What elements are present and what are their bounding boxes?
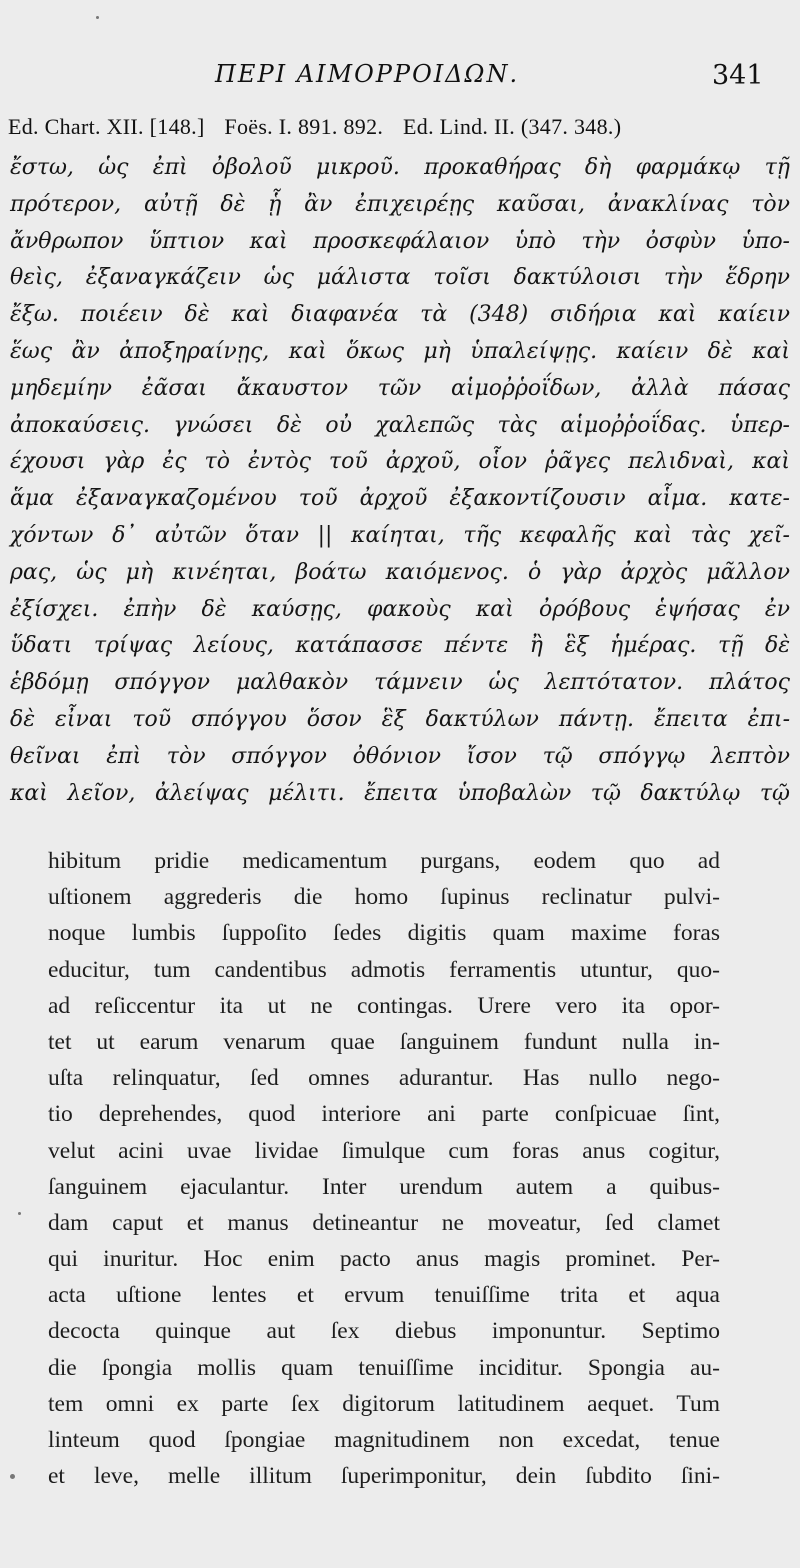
- paper-speck: [96, 16, 99, 19]
- greek-line: ἅμα ἐξαναγκαζομένου τοῦ ἀρχοῦ ἐξακοντίζουσιν αἷμα. κατε-: [10, 486, 790, 512]
- greek-line: ρας, ὡς μὴ κινέηται, βοάτω καιόμενος. ὁ γὰρ ἀρχὸς μᾶλλον: [10, 559, 790, 585]
- latin-line: ad reſiccentur ita ut ne contingas. Urere vero ita opor-: [48, 992, 720, 1019]
- latin-line: tem omni ex parte ſex digitorum latitudinem aequet. Tum: [48, 1390, 720, 1417]
- greek-line: θεῖναι ἐπὶ τὸν σπόγγον ὀθόνιον ἴσον τῷ σπόγγῳ λεπτὸν: [10, 743, 790, 769]
- running-title: ΠΕΡΙ ΑΙΜΟΡΡΟΙΔΩΝ.: [215, 60, 520, 88]
- latin-line: uſtionem aggrederis die homo ſupinus reclinatur pulvi-: [48, 884, 720, 911]
- latin-line: die ſpongia mollis quam tenuiſſime inciditur. Spongia au-: [48, 1354, 720, 1381]
- greek-line: έχουσι γὰρ ἐς τὸ ἐντὸς τοῦ ἀρχοῦ, οἷον ῥᾶγες πελιδναὶ, καὶ: [10, 449, 790, 475]
- greek-line: ἔστω, ὡς ἐπὶ ὀβολοῦ μικροῦ. προκαθήρας δὴ φαρμάκῳ τῇ: [10, 155, 790, 180]
- greek-line: ἕως ἂν ἀποξηραίνῃς, καὶ ὅκως μὴ ὑπαλείψῃς. καίειν δὲ καὶ: [10, 338, 790, 364]
- latin-text-block: [48, 843, 720, 1494]
- page-number: 341: [712, 60, 764, 91]
- greek-line: δὲ εἶναι τοῦ σπόγγου ὅσον ἓξ δακτύλων πάντῃ. ἔπειτα ἐπι-: [10, 706, 790, 732]
- latin-line: qui inuritur. Hoc enim pacto anus magis prominet. Per-: [48, 1246, 720, 1273]
- latin-line: tio deprehendes, quod interiore ani parte conſpicuae ſint,: [48, 1101, 720, 1128]
- greek-line: καὶ λεῖον, ἀλείψας μέλιτι. ἔπειτα ὑποβαλὼν τῷ δακτύλῳ τῷ: [10, 780, 790, 806]
- greek-text-block: [10, 150, 790, 812]
- latin-line: decocta quinque aut ſex diebus imponuntur. Septimo: [48, 1318, 720, 1345]
- greek-line: ὕδατι τρίψας λείους, κατάπασσε πέντε ἢ ἓξ ἡμέρας. τῇ δὲ: [10, 633, 790, 659]
- greek-line: ἀποκαύσεις. γνώσει δὲ οὐ χαλεπῶς τὰς αἱμοῤῥοΐδας. ὑπερ-: [10, 412, 790, 438]
- latin-line: hibitum pridie medicamentum purgans, eodem quo ad: [48, 848, 720, 874]
- latin-line: linteum quod ſpongiae magnitudinem non excedat, tenue: [48, 1427, 720, 1453]
- greek-line: χόντων δ᾽ αὐτῶν ὅταν || καίηται, τῆς κεφαλῆς καὶ τὰς χεῖ-: [10, 522, 790, 548]
- edition-foes-reference: Foës. I. 891. 892.: [224, 114, 384, 139]
- paper-speck: [10, 1474, 15, 1479]
- latin-line: educitur, tum candentibus admotis ferramentis utuntur, quo-: [48, 956, 720, 983]
- page-header: [0, 60, 800, 100]
- greek-line: ἔξω. ποιέειν δὲ καὶ διαφανέα τὰ (348) σιδήρια καὶ καίειν: [10, 302, 790, 328]
- greek-line: πρότερον, αὐτῇ δὲ ᾗ ἂν ἐπιχειρέῃς καῦσαι, ἀνακλίνας τὸν: [10, 191, 790, 217]
- greek-line: μηδεμίην ἐᾶσαι ἄκαυστον τῶν αἱμοῤῥοΐδων, ἀλλὰ πάσας: [10, 375, 790, 401]
- latin-line: et leve, melle illitum ſuperimponitur, dein ſubdito ſini-: [48, 1463, 720, 1490]
- greek-line: ἄνθρωπον ὕπτιον καὶ προσκεφάλαιον ὑπὸ τὴν ὀσφὺν ὑπο-: [10, 228, 790, 254]
- edition-chart-reference: Ed. Chart. XII. [148.]: [8, 114, 205, 139]
- latin-line: dam caput et manus detineantur ne moveatur, ſed clamet: [48, 1209, 720, 1236]
- edition-lind-reference: Ed. Lind. II. (347. 348.): [403, 114, 622, 139]
- paper-speck: [18, 1212, 21, 1215]
- edition-reference-line: [8, 114, 800, 140]
- greek-line: θεὶς, ἐξαναγκάζειν ὡς μάλιστα τοῖσι δακτύλοισι τὴν ἕδρην: [10, 265, 790, 291]
- latin-line: velut acini uvae lividae ſimulque cum foras anus cogitur,: [48, 1137, 720, 1164]
- latin-line: tet ut earum venarum quae ſanguinem fundunt nulla in-: [48, 1028, 720, 1055]
- greek-line: ἑβδόμῃ σπόγγον μαλθακὸν τάμνειν ὡς λεπτότατον. πλάτος: [10, 670, 790, 696]
- latin-line: ſanguinem ejaculantur. Inter urendum autem a quibus-: [48, 1173, 720, 1200]
- latin-line: acta uſtione lentes et ervum tenuiſſime trita et aqua: [48, 1282, 720, 1309]
- latin-line: uſta relinquatur, ſed omnes adurantur. Has nullo nego-: [48, 1065, 720, 1092]
- latin-line: noque lumbis ſuppoſito ſedes digitis quam maxime foras: [48, 920, 720, 947]
- greek-line: ἐξίσχει. ἐπὴν δὲ καύσῃς, φακοὺς καὶ ὀρόβους ἑψήσας ἐν: [10, 596, 790, 622]
